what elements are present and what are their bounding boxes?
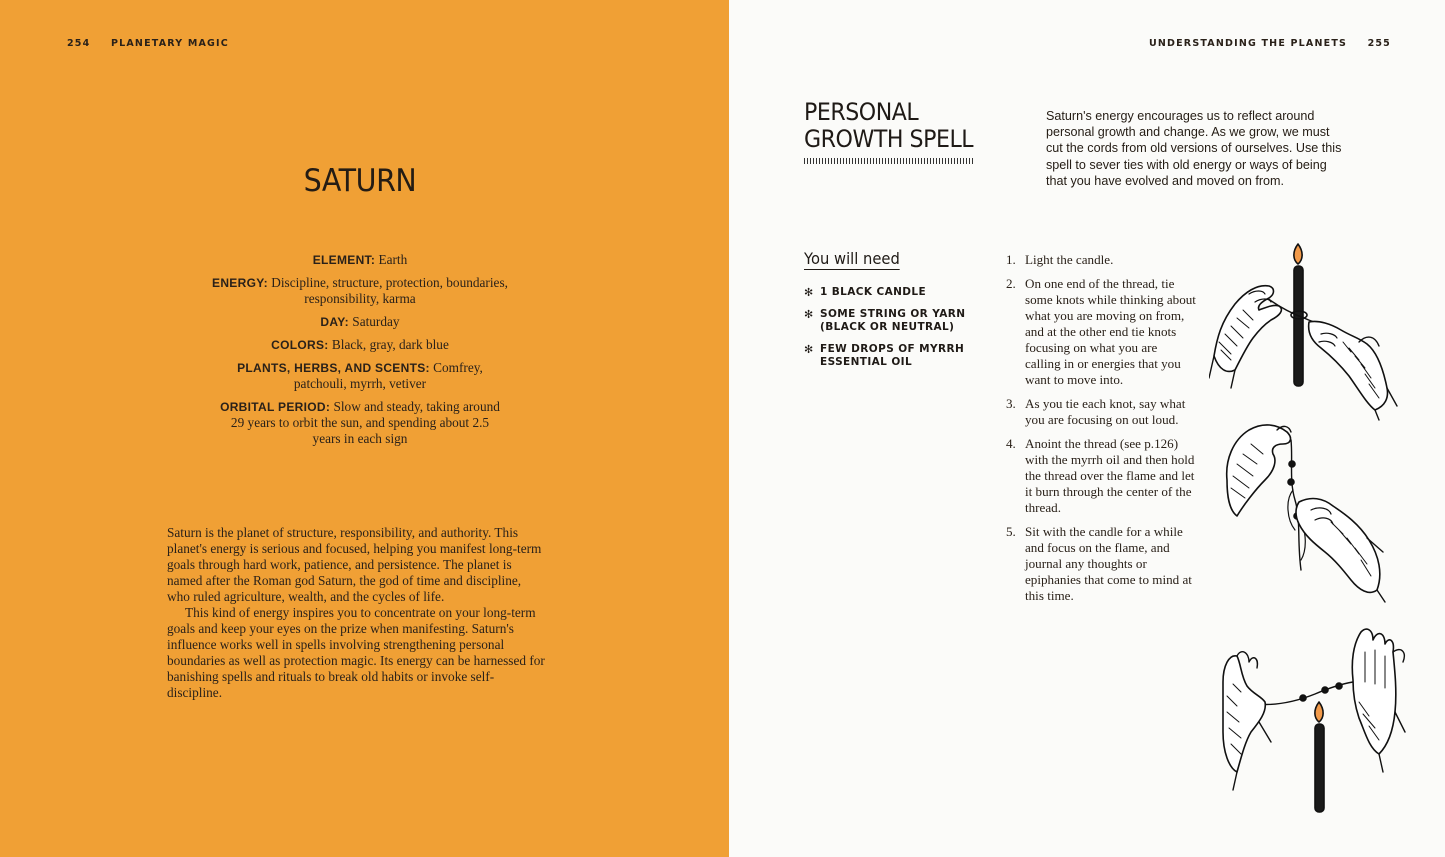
running-head-text: PLANETARY MAGIC [110, 38, 229, 49]
fact-energy: ENERGY: Discipline, structure, protection, boundaries, responsibility, karma [212, 275, 508, 306]
fact-element: ELEMENT: Earth [312, 252, 408, 267]
running-head-text: UNDERSTANDING THE PLANETS [1148, 38, 1348, 49]
ingredient-item: ✻ SOME STRING OR YARN (BLACK OR NEUTRAL) [804, 307, 966, 333]
spell-steps [1006, 252, 1196, 612]
fact-orbital-period: ORBITAL PERIOD: Slow and steady, taking around 29 years to orbit the sun, and spending about 2.5 years in each sign [220, 399, 500, 446]
step-item: 1. Light the candle. [1006, 252, 1114, 267]
step-item: 3. As you tie each knot, say what you are focusing on out loud. [1006, 396, 1186, 427]
hands-holding-thread-illustration [1219, 420, 1389, 605]
right-page [729, 0, 1445, 857]
running-header-left [67, 38, 229, 49]
spell-intro: Saturn's energy encourages us to reflect around personal growth and change. As we grow, we must cut the cords from old versions of ourselves. Use this spell to sever ties with old energy or ways of being that you have evolved and moved on from. [1046, 109, 1342, 188]
you-will-need-heading: You will need [804, 249, 900, 268]
page-title: SATURN [303, 163, 417, 199]
page-number: 254 [67, 38, 91, 49]
fact-plants: PLANTS, HERBS, AND SCENTS: Comfrey, patchouli, myrrh, vetiver [237, 360, 483, 391]
fact-colors: COLORS: Black, gray, dark blue [271, 337, 449, 352]
running-header-right [1149, 38, 1391, 49]
title-rule [804, 158, 973, 164]
fact-day: DAY: Saturday [320, 314, 400, 329]
planet-facts [170, 252, 550, 454]
step-item: 2. On one end of the thread, tie some knots while thinking about what you are moving on from, and at the other end tie knots focusing on what you are calling in or energies that you want to move into. [1006, 276, 1196, 387]
asterisk-icon: ✻ [804, 286, 814, 299]
hands-tying-knots-illustration [1209, 238, 1399, 423]
thread-over-flame-illustration [1219, 622, 1409, 817]
step-item: 5. Sit with the candle for a while and focus on the flame, and journal any thoughts or epiphanies that come to mind at this time. [1006, 524, 1192, 603]
body-paragraph: Saturn is the planet of structure, responsibility, and authority. This planet's energy is serious and focused, helping you manifest long-term goals through hard work, patience, and persistence. The planet is named after the Roman god Saturn, the god of time and discipline, who ruled agriculture, wealth, and the cycles of life. [167, 525, 542, 604]
ingredient-item: ✻ 1 BLACK CANDLE [804, 286, 927, 299]
ingredients-list [804, 286, 984, 378]
page-number: 255 [1367, 38, 1391, 49]
spell-title: PERSONAL GROWTH SPELL [804, 98, 974, 153]
asterisk-icon: ✻ [804, 342, 814, 356]
asterisk-icon: ✻ [804, 307, 814, 321]
ingredient-item: ✻ FEW DROPS OF MYRRH ESSENTIAL OIL [804, 342, 965, 368]
body-paragraph: This kind of energy inspires you to concentrate on your long-term goals and keep your eyes on the prize when manifesting. Saturn's influence works well in spells involving strengthening personal boundaries as well as protection magic. Its energy can be harnessed for banishing spells and rituals to break old habits or invoke self-discipline. [167, 605, 545, 700]
step-item: 4. Anoint the thread (see p.126) with the myrrh oil and then hold the thread over the flame and let it burn through the center of the thread. [1006, 436, 1195, 515]
body-text [167, 525, 547, 701]
